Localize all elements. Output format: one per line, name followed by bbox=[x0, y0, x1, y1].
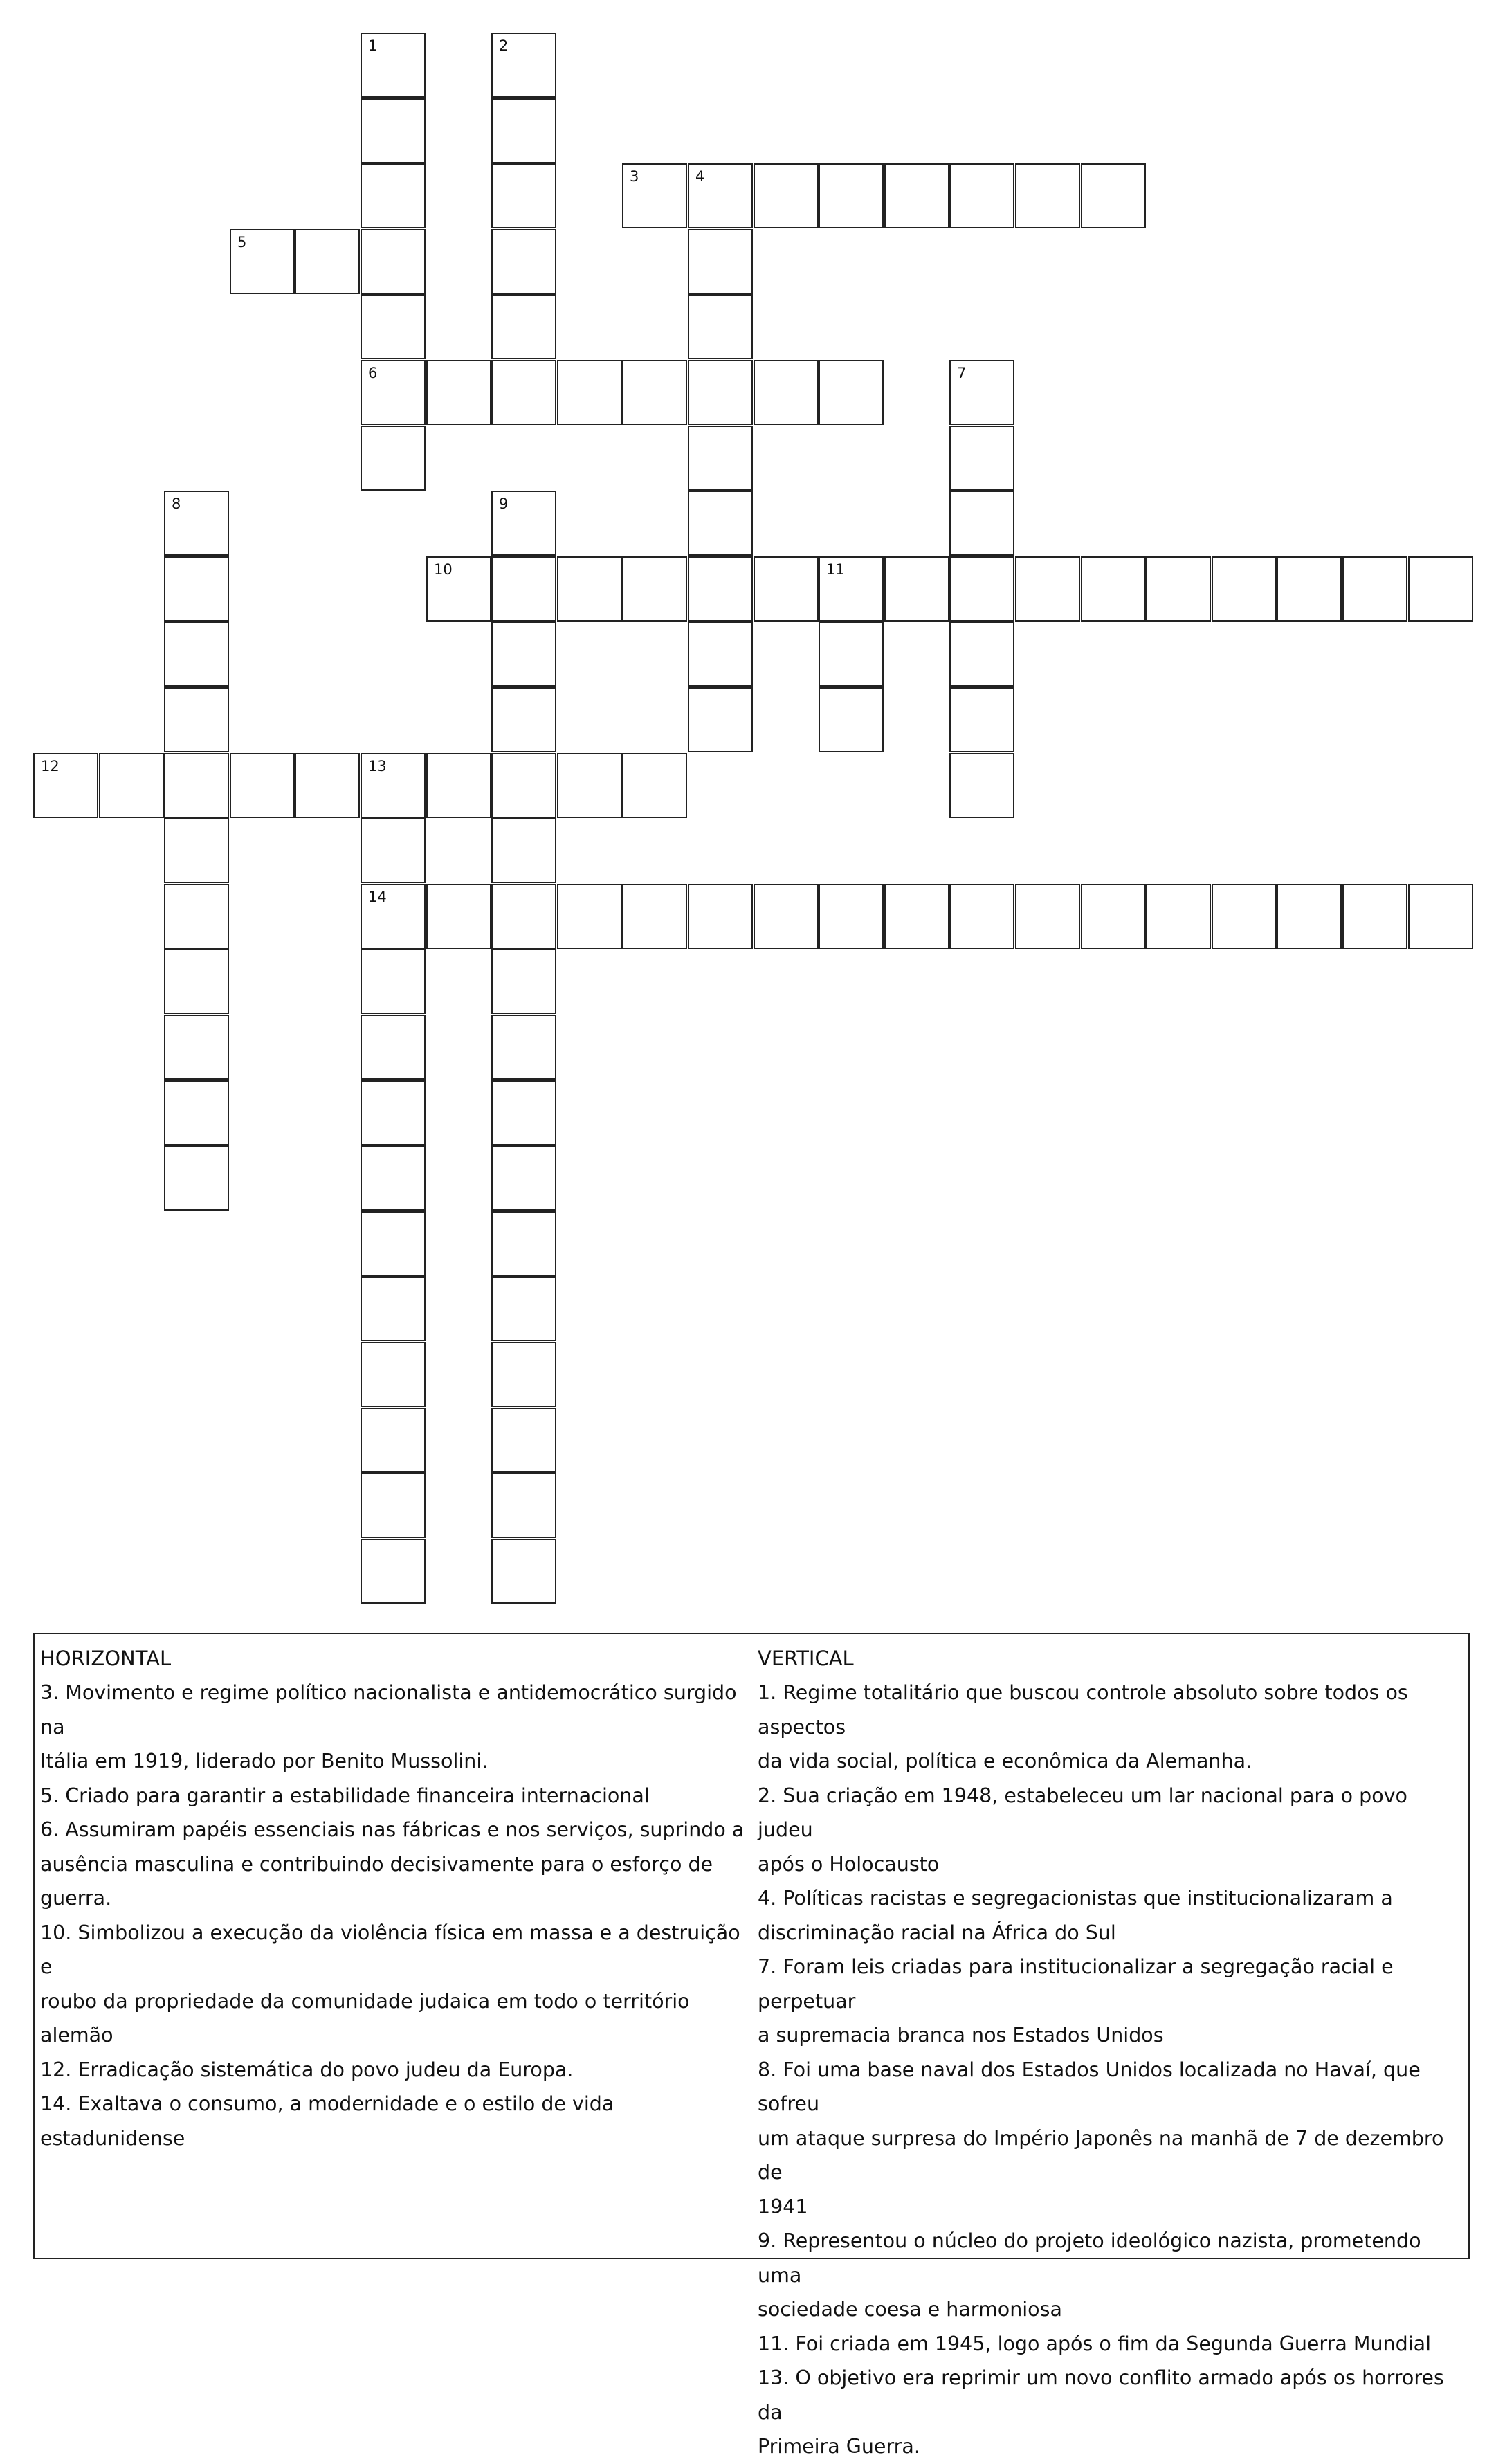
grid-cell[interactable] bbox=[361, 1342, 426, 1407]
grid-cell[interactable] bbox=[361, 163, 426, 228]
grid-cell[interactable] bbox=[361, 294, 426, 359]
grid-cell[interactable] bbox=[949, 687, 1014, 752]
grid-cell[interactable] bbox=[361, 1539, 426, 1604]
grid-cell[interactable] bbox=[819, 622, 884, 687]
grid-cell[interactable] bbox=[164, 818, 229, 883]
clue-number-11: 11 bbox=[826, 561, 845, 578]
grid-cell[interactable] bbox=[688, 294, 753, 359]
grid-cell[interactable] bbox=[557, 884, 622, 949]
grid-cell[interactable] bbox=[491, 884, 556, 949]
grid-cell[interactable] bbox=[754, 556, 819, 622]
clue-line: Itália em 1919, liderado por Benito Mussolini. bbox=[40, 1750, 489, 1773]
grid-cell[interactable] bbox=[1146, 884, 1211, 949]
grid-cell[interactable] bbox=[295, 753, 360, 818]
grid-cell[interactable] bbox=[491, 687, 556, 752]
grid-cell[interactable] bbox=[622, 163, 687, 228]
grid-cell[interactable] bbox=[491, 1408, 556, 1473]
grid-cell[interactable] bbox=[361, 818, 426, 883]
grid-cell[interactable] bbox=[491, 33, 556, 98]
grid-cell[interactable] bbox=[1342, 556, 1407, 622]
clue-line: 5. Criado para garantir a estabilidade financeira internacional bbox=[40, 1784, 650, 1807]
grid-cell[interactable] bbox=[1081, 556, 1146, 622]
grid-cell[interactable] bbox=[688, 687, 753, 752]
grid-cell[interactable] bbox=[754, 360, 819, 425]
clue-number-5: 5 bbox=[237, 234, 247, 251]
grid-cell[interactable] bbox=[491, 360, 556, 425]
grid-cell[interactable] bbox=[819, 163, 884, 228]
grid-cell[interactable] bbox=[1146, 556, 1211, 622]
grid-cell[interactable] bbox=[1081, 163, 1146, 228]
grid-cell[interactable] bbox=[819, 556, 884, 622]
clue-number-8: 8 bbox=[172, 496, 181, 512]
grid-cell[interactable] bbox=[491, 1015, 556, 1080]
clue-number-12: 12 bbox=[41, 758, 60, 774]
clue-line: 6. Assumiram papéis essenciais nas fábricas e nos serviços, suprindo a bbox=[40, 1818, 745, 1841]
grid-cell[interactable] bbox=[688, 360, 753, 425]
grid-cell[interactable] bbox=[688, 163, 753, 228]
grid-cell[interactable] bbox=[361, 1015, 426, 1080]
grid-cell[interactable] bbox=[491, 98, 556, 163]
grid-cell[interactable] bbox=[361, 1211, 426, 1276]
grid-cell[interactable] bbox=[1081, 884, 1146, 949]
grid-cell[interactable] bbox=[1408, 884, 1473, 949]
grid-cell[interactable] bbox=[491, 163, 556, 228]
grid-cell[interactable] bbox=[164, 1145, 229, 1211]
clue-line: 13. O objetivo era reprimir um novo conflito armado após os horrores da bbox=[758, 2366, 1444, 2424]
clue-number-4: 4 bbox=[695, 168, 705, 185]
grid-cell[interactable] bbox=[491, 1276, 556, 1341]
grid-cell[interactable] bbox=[361, 753, 426, 818]
grid-cell[interactable] bbox=[949, 884, 1014, 949]
grid-cell[interactable] bbox=[361, 426, 426, 491]
grid-cell[interactable] bbox=[99, 753, 164, 818]
clue-line: 1. Regime totalitário que buscou controle absoluto sobre todos os aspectos bbox=[758, 1681, 1408, 1739]
grid-cell[interactable] bbox=[491, 1080, 556, 1145]
grid-cell[interactable] bbox=[557, 360, 622, 425]
grid-cell[interactable] bbox=[33, 753, 98, 818]
clue-number-10: 10 bbox=[434, 561, 453, 578]
grid-cell[interactable] bbox=[164, 1015, 229, 1080]
grid-cell[interactable] bbox=[819, 360, 884, 425]
clue-number-6: 6 bbox=[368, 365, 378, 381]
grid-cell[interactable] bbox=[491, 1211, 556, 1276]
grid-cell[interactable] bbox=[1015, 163, 1080, 228]
grid-cell[interactable] bbox=[688, 622, 753, 687]
clue-line: 12. Erradicação sistemática do povo judeu da Europa. bbox=[40, 2058, 574, 2081]
grid-cell[interactable] bbox=[230, 753, 295, 818]
grid-cell[interactable] bbox=[361, 1408, 426, 1473]
grid-cell[interactable] bbox=[491, 753, 556, 818]
clue-line: Primeira Guerra. bbox=[758, 2435, 920, 2458]
grid-cell[interactable] bbox=[819, 884, 884, 949]
grid-cell[interactable] bbox=[688, 556, 753, 622]
grid-cell[interactable] bbox=[622, 884, 687, 949]
horizontal-clues bbox=[40, 1641, 746, 2155]
grid-cell[interactable] bbox=[557, 556, 622, 622]
clue-line: 8. Foi uma base naval dos Estados Unidos localizada no Havaí, que sofreu bbox=[758, 2058, 1421, 2115]
grid-cell[interactable] bbox=[361, 884, 426, 949]
clue-number-2: 2 bbox=[499, 37, 509, 54]
grid-cell[interactable] bbox=[361, 33, 426, 98]
grid-cell[interactable] bbox=[1408, 556, 1473, 622]
grid-cell[interactable] bbox=[491, 949, 556, 1014]
grid-cell[interactable] bbox=[949, 491, 1014, 556]
grid-cell[interactable] bbox=[622, 556, 687, 622]
grid-cell[interactable] bbox=[622, 360, 687, 425]
grid-cell[interactable] bbox=[819, 687, 884, 752]
grid-cell[interactable] bbox=[754, 163, 819, 228]
grid-cell[interactable] bbox=[949, 360, 1014, 425]
grid-cell[interactable] bbox=[361, 360, 426, 425]
clue-line: discriminação racial na África do Sul bbox=[758, 1921, 1116, 1944]
grid-cell[interactable] bbox=[426, 556, 491, 622]
clue-number-3: 3 bbox=[630, 168, 639, 185]
clue-number-14: 14 bbox=[368, 889, 387, 905]
grid-cell[interactable] bbox=[491, 229, 556, 294]
clue-line: um ataque surpresa do Império Japonês na manhã de 7 de dezembro de bbox=[758, 2126, 1444, 2184]
grid-cell[interactable] bbox=[426, 360, 491, 425]
clue-line: roubo da propriedade da comunidade judaica em todo o território alemão bbox=[40, 1989, 690, 2047]
grid-cell[interactable] bbox=[361, 949, 426, 1014]
clue-line: 14. Exaltava o consumo, a modernidade e o estilo de vida estadunidense bbox=[40, 2092, 614, 2150]
clue-line: 10. Simbolizou a execução da violência física em massa e a destruição e bbox=[40, 1921, 740, 1978]
clue-line: 4. Políticas racistas e segregacionistas que institucionalizaram a bbox=[758, 1887, 1393, 1910]
grid-cell[interactable] bbox=[426, 884, 491, 949]
grid-cell[interactable] bbox=[949, 163, 1014, 228]
clues-box bbox=[33, 1633, 1470, 2458]
grid-cell[interactable] bbox=[164, 1080, 229, 1145]
vertical-clues bbox=[758, 1641, 1463, 2464]
grid-cell[interactable] bbox=[361, 1080, 426, 1145]
grid-cell[interactable] bbox=[688, 426, 753, 491]
grid-cell[interactable] bbox=[426, 753, 491, 818]
grid-cell[interactable] bbox=[491, 294, 556, 359]
clue-line: 3. Movimento e regime político nacionalista e antidemocrático surgido na bbox=[40, 1681, 737, 1739]
grid-cell[interactable] bbox=[1212, 556, 1277, 622]
grid-cell[interactable] bbox=[491, 622, 556, 687]
grid-cell[interactable] bbox=[491, 1473, 556, 1538]
grid-cell[interactable] bbox=[557, 753, 622, 818]
clue-line: 9. Representou o núcleo do projeto ideológico nazista, prometendo uma bbox=[758, 2229, 1421, 2287]
grid-cell[interactable] bbox=[361, 1473, 426, 1538]
clue-line: 11. Foi criada em 1945, logo após o fim da Segunda Guerra Mundial bbox=[758, 2332, 1431, 2355]
grid-cell[interactable] bbox=[1277, 556, 1342, 622]
grid-cell[interactable] bbox=[1277, 884, 1342, 949]
clue-number-1: 1 bbox=[368, 37, 378, 54]
clue-line: 1941 bbox=[758, 2195, 808, 2218]
clue-line: 2. Sua criação em 1948, estabeleceu um lar nacional para o povo judeu bbox=[758, 1784, 1407, 1841]
clue-number-13: 13 bbox=[368, 758, 387, 774]
grid-cell[interactable] bbox=[491, 1145, 556, 1211]
clue-number-9: 9 bbox=[499, 496, 509, 512]
grid-cell[interactable] bbox=[164, 753, 229, 818]
grid-cell[interactable] bbox=[949, 753, 1014, 818]
grid-cell[interactable] bbox=[164, 491, 229, 556]
grid-cell[interactable] bbox=[230, 229, 295, 294]
clue-line: após o Holocausto bbox=[758, 1852, 940, 1876]
grid-cell[interactable] bbox=[688, 229, 753, 294]
clue-line: ausência masculina e contribuindo decisivamente para o esforço de guerra. bbox=[40, 1852, 713, 1910]
grid-cell[interactable] bbox=[361, 229, 426, 294]
clue-number-7: 7 bbox=[957, 365, 967, 381]
grid-cell[interactable] bbox=[491, 1342, 556, 1407]
clue-line: a supremacia branca nos Estados Unidos bbox=[758, 2024, 1164, 2047]
grid-cell[interactable] bbox=[622, 753, 687, 818]
grid-cell[interactable] bbox=[164, 949, 229, 1014]
grid-cell[interactable] bbox=[1212, 884, 1277, 949]
grid-cell[interactable] bbox=[1342, 884, 1407, 949]
grid-cell[interactable] bbox=[884, 884, 949, 949]
grid-cell[interactable] bbox=[688, 491, 753, 556]
grid-cell[interactable] bbox=[295, 229, 360, 294]
grid-cell[interactable] bbox=[361, 1145, 426, 1211]
grid-cell[interactable] bbox=[164, 622, 229, 687]
grid-cell[interactable] bbox=[688, 884, 753, 949]
grid-cell[interactable] bbox=[164, 687, 229, 752]
grid-cell[interactable] bbox=[361, 98, 426, 163]
clue-line: 7. Foram leis criadas para institucionalizar a segregação racial e perpetuar bbox=[758, 1955, 1394, 2013]
grid-cell[interactable] bbox=[361, 1276, 426, 1341]
grid-cell[interactable] bbox=[164, 556, 229, 622]
grid-cell[interactable] bbox=[491, 556, 556, 622]
grid-cell[interactable] bbox=[1015, 884, 1080, 949]
horizontal-heading: HORIZONTAL bbox=[40, 1647, 172, 1670]
grid-cell[interactable] bbox=[884, 163, 949, 228]
grid-cell[interactable] bbox=[949, 622, 1014, 687]
grid-cell[interactable] bbox=[491, 491, 556, 556]
clue-line: sociedade coesa e harmoniosa bbox=[758, 2298, 1062, 2321]
grid-cell[interactable] bbox=[491, 1539, 556, 1604]
grid-cell[interactable] bbox=[949, 426, 1014, 491]
grid-cell[interactable] bbox=[884, 556, 949, 622]
grid-cell[interactable] bbox=[754, 884, 819, 949]
grid-cell[interactable] bbox=[949, 556, 1014, 622]
grid-cell[interactable] bbox=[491, 818, 556, 883]
grid-cell[interactable] bbox=[164, 884, 229, 949]
vertical-heading: VERTICAL bbox=[758, 1647, 854, 1670]
clue-line: da vida social, política e econômica da Alemanha. bbox=[758, 1750, 1252, 1773]
grid-cell[interactable] bbox=[1015, 556, 1080, 622]
